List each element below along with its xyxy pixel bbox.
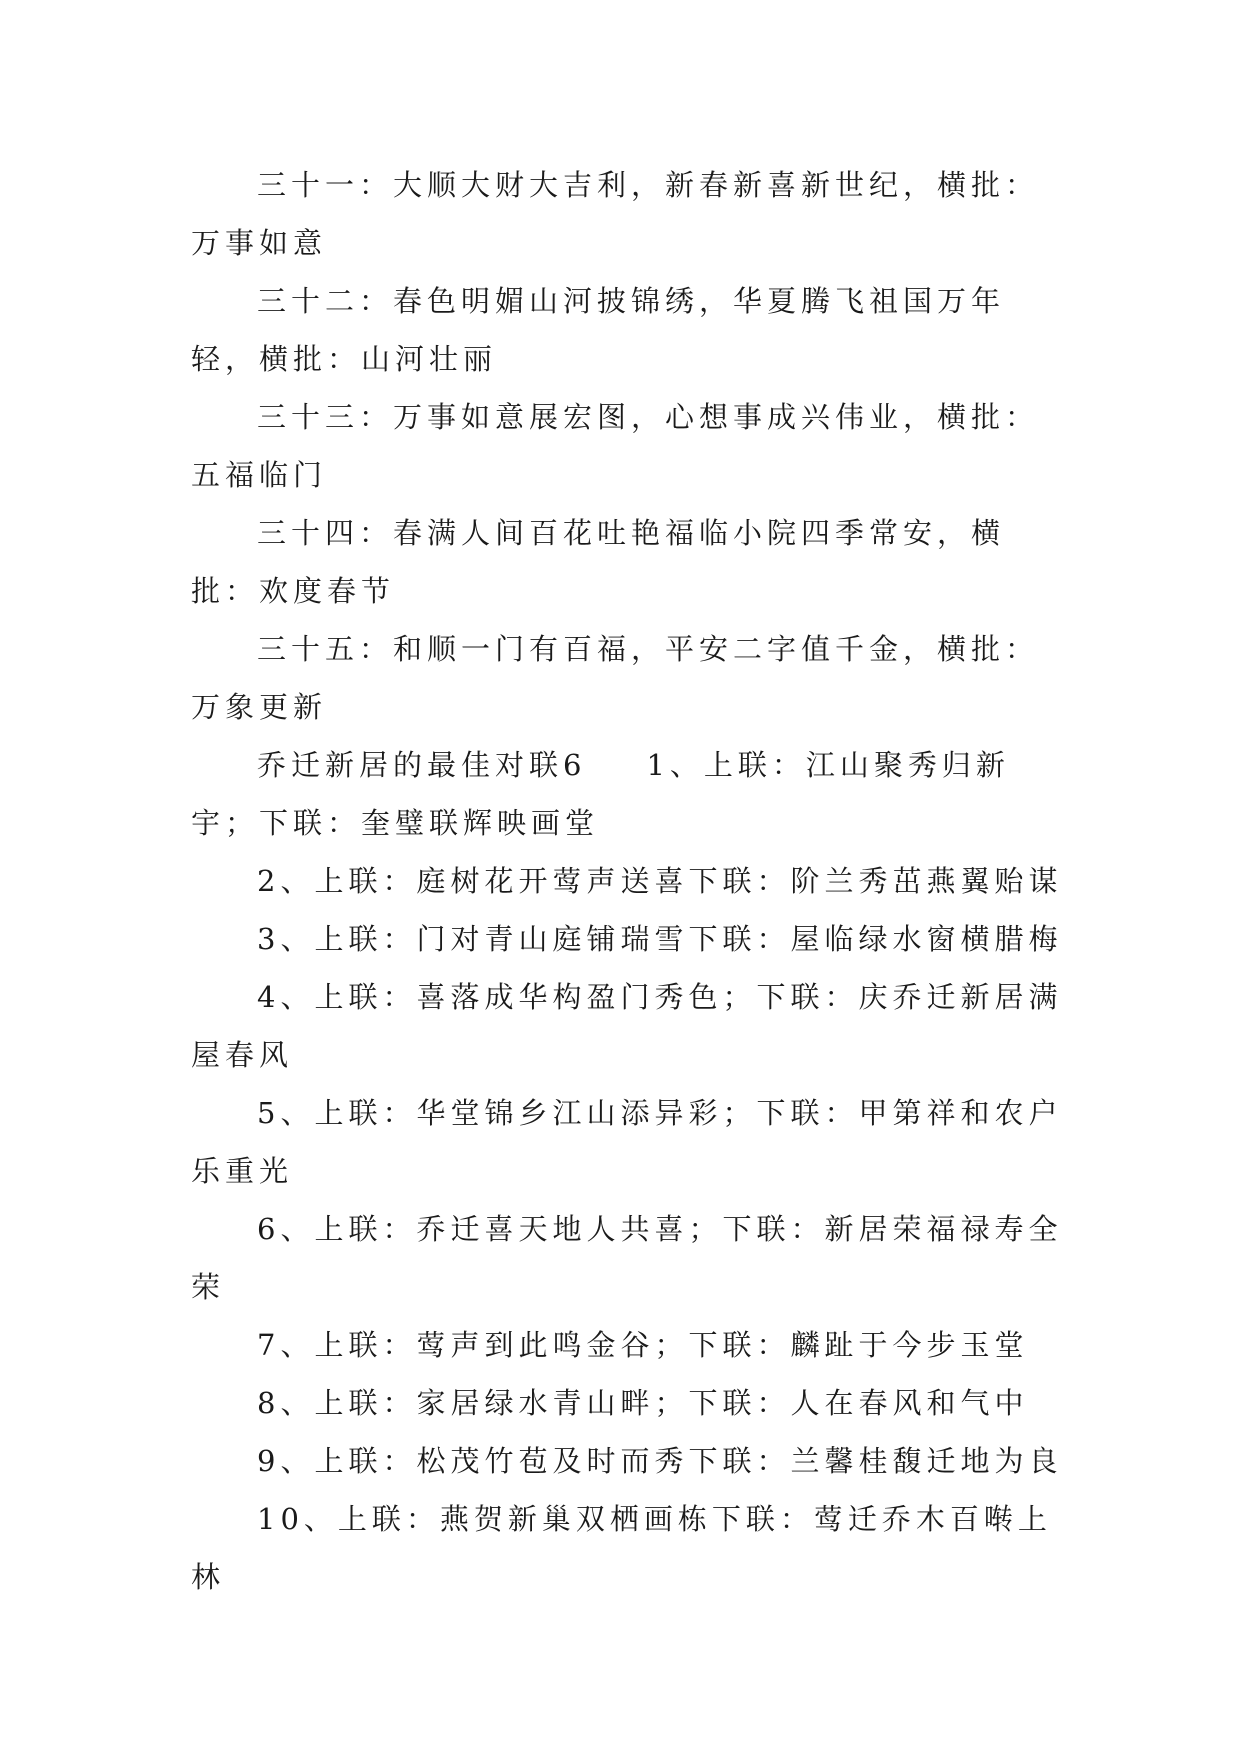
paragraph-32: 三十二：春色明媚山河披锦绣，华夏腾飞祖国万年轻，横批：山河壮丽 (191, 284, 1006, 376)
paragraph-33: 三十三：万事如意展宏图，心想事成兴伟业，横批：五福临门 (191, 400, 1040, 492)
couplet-item-10: 10、上联：燕贺新巢双栖画栋下联：莺迁乔木百啭上林 (191, 1502, 1052, 1594)
paragraph-31: 三十一：大顺大财大吉利，新春新喜新世纪，横批：万事如意 (191, 168, 1040, 260)
couplet-item-5: 5、上联：华堂锦乡江山添异彩；下联：甲第祥和农户乐重光 (191, 1096, 1063, 1188)
section-heading: 乔迁新居的最佳对联6 (257, 748, 587, 782)
couplet-item-6: 6、上联：乔迁喜天地人共喜；下联：新居荣福禄寿全荣 (191, 1212, 1063, 1304)
section-paragraph (191, 736, 1071, 852)
couplet-item-9: 9、上联：松茂竹苞及时而秀下联：兰馨桂馥迁地为良 (257, 1444, 1063, 1478)
document-body (191, 156, 1071, 1606)
paragraph-34: 三十四：春满人间百花吐艳福临小院四季常安，横批：欢度春节 (191, 516, 1006, 608)
couplet-item-2: 2、上联：庭树花开莺声送喜下联：阶兰秀茁燕翼贻谋 (257, 864, 1063, 898)
couplet-item-3: 3、上联：门对青山庭铺瑞雪下联：屋临绿水窗横腊梅 (257, 922, 1063, 956)
couplet-item-4: 4、上联：喜落成华构盈门秀色；下联：庆乔迁新居满屋春风 (191, 980, 1063, 1072)
couplet-item-8: 8、上联：家居绿水青山畔；下联：人在春风和气中 (257, 1386, 1029, 1420)
couplet-item-1: 1、上联：江山聚秀归新宇；下联：奎璧联辉映画堂 (191, 748, 1010, 840)
paragraph-35: 三十五：和顺一门有百福，平安二字值千金，横批：万象更新 (191, 632, 1040, 724)
couplet-item-7: 7、上联：莺声到此鸣金谷；下联：麟趾于今步玉堂 (257, 1328, 1029, 1362)
